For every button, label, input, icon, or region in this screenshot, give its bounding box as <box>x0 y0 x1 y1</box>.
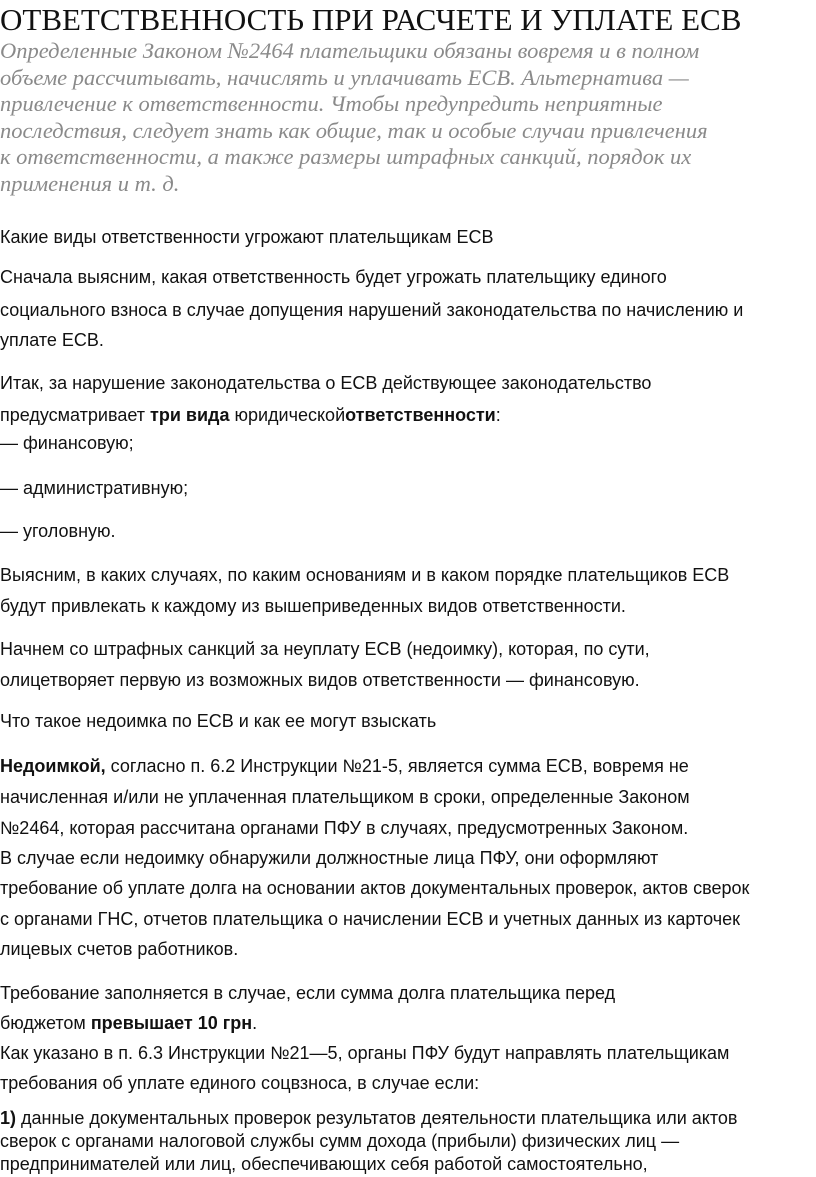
paragraph-5-line-6: с органами ГНС, отчетов плательщика о начислении ЕСВ и учетных данных из карточек <box>0 909 740 929</box>
list-item-administrative: — административную; <box>0 478 189 498</box>
paragraph-7-line-3: предпринимателей или лиц, обеспечивающих себя работой самостоятельно, <box>0 1154 648 1174</box>
lead-paragraph: Определенные Законом №2464 плательщики обязаны вовремя и в полном объеме рассчитывать, начислять и уплачивать ЕСВ. Альтернатива — привлечение к ответственности. Чтобы предупредить неприятные последствия, следует знать как общие, так и особые случаи привлечения к ответственности, а также размеры штрафных санкций, порядок их применения и т. д. <box>0 38 708 196</box>
paragraph-1-line-1: Сначала выясним, какая ответственность будет угрожать плательщику единого <box>0 267 667 287</box>
paragraph-2-line-1: Итак, за нарушение законодательства о ЕСВ действующее законодательство <box>0 373 652 393</box>
paragraph-5-line-1: Недоимкой, согласно п. 6.2 Инструкции №21-5, является сумма ЕСВ, вовремя не <box>0 756 689 776</box>
page-title: ОТВЕТСТВЕННОСТЬ ПРИ РАСЧЕТЕ И УПЛАТЕ ЕСВ <box>0 2 742 37</box>
paragraph-2-line-2: предусматривает три вида юридическойответственности: <box>0 405 501 425</box>
paragraph-5-line-4: В случае если недоимку обнаружили должностные лица ПФУ, они оформляют <box>0 848 659 868</box>
paragraph-1-line-2: социального взноса в случае допущения нарушений законодательства по начислению и <box>0 300 744 320</box>
paragraph-4-line-1: Начнем со штрафных санкций за неуплату ЕСВ (недоимку), которая, по сути, <box>0 639 650 659</box>
paragraph-3-line-1: Выясним, в каких случаях, по каким основаниям и в каком порядке плательщиков ЕСВ <box>0 565 730 585</box>
paragraph-7-line-1: 1) данные документальных проверок результатов деятельности плательщика или актов <box>0 1108 738 1128</box>
subheading-arrears: Что такое недоимка по ЕСВ и как ее могут взыскать <box>0 711 437 731</box>
paragraph-5-line-2: начисленная и/или не уплаченная плательщиком в сроки, определенные Законом <box>0 787 690 807</box>
list-item-financial: — финансовую; <box>0 433 134 453</box>
paragraph-5-line-7: лицевых счетов работников. <box>0 939 239 959</box>
paragraph-7-line-2: сверок с органами налоговой службы сумм дохода (прибыли) физических лиц — <box>0 1131 680 1151</box>
paragraph-6-line-1: Требование заполняется в случае, если сумма долга плательщика перед <box>0 983 616 1003</box>
list-item-criminal: — уголовную. <box>0 521 116 541</box>
paragraph-5-line-3: №2464, которая рассчитана органами ПФУ в случаях, предусмотренных Законом. <box>0 818 689 838</box>
paragraph-6-line-4: требования об уплате единого соцвзноса, в случае если: <box>0 1073 480 1093</box>
paragraph-6-line-2: бюджетом превышает 10 грн. <box>0 1013 258 1033</box>
paragraph-1-line-3: уплате ЕСВ. <box>0 330 104 350</box>
subheading-liability-types: Какие виды ответственности угрожают плательщикам ЕСВ <box>0 227 494 247</box>
paragraph-3-line-2: будут привлекать к каждому из вышеприведенных видов ответственности. <box>0 596 626 616</box>
paragraph-5-line-5: требование об уплате долга на основании актов документальных проверок, актов сверок <box>0 878 750 898</box>
paragraph-4-line-2: олицетворяет первую из возможных видов ответственности — финансовую. <box>0 670 640 690</box>
paragraph-6-line-3: Как указано в п. 6.3 Инструкции №21—5, органы ПФУ будут направлять плательщикам <box>0 1043 730 1063</box>
